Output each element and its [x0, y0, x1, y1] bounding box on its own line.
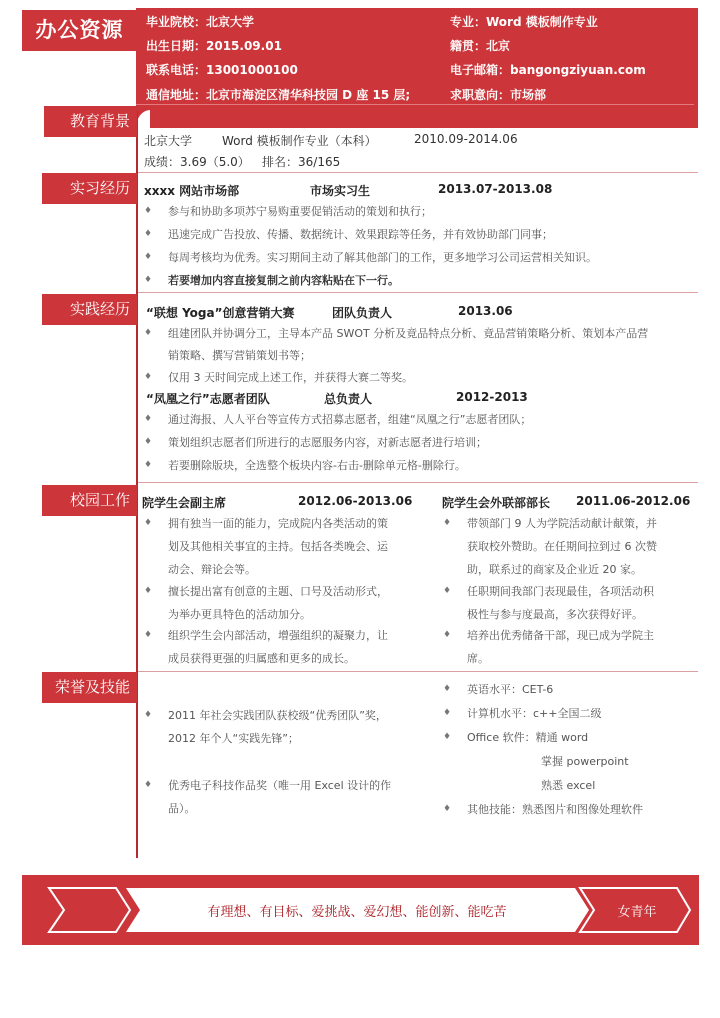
award-item: ♦ 2011 年社会实践团队获校级“优秀团队”奖， 2012 年个人“实践先锋”； [144, 704, 414, 750]
section-divider [138, 172, 698, 173]
edu-period: 2010.09-2014.06 [414, 132, 518, 146]
award-item: ♦ 优秀电子科技作品奖（唯一用 Excel 设计的作 品）。 [144, 774, 414, 820]
list-item: ♦ 通过海报、人人平台等宣传方式招募志愿者，组建“凤凰之行”志愿者团队； [144, 408, 531, 431]
skill-item-continuation: 掌握 powerpoint [541, 755, 629, 768]
list-item: ♦ 策划组织志愿者们所进行的志愿服务内容，对新志愿者进行培训； [144, 431, 487, 454]
bullet-diamond-icon: ♦ [144, 460, 153, 470]
section-label-campus: 校园工作 [42, 485, 137, 516]
info-major: 专业：Word 模板制作专业 [450, 15, 598, 29]
bullet-diamond-icon: ♦ [443, 708, 452, 718]
list-item: ♦ 若要增加内容直接复制之前内容粘贴在下一行。 [144, 269, 399, 292]
list-item: ♦ 组织学生会内部活动，增强组织的凝聚力，让 成员获得更强的归属感和更多的成长。 [144, 624, 414, 670]
bullet-diamond-icon: ♦ [144, 275, 153, 285]
intern-role: 市场实习生 [310, 184, 371, 198]
practice-1-role: 团队负责人 [332, 306, 393, 320]
personal-info-header [136, 8, 698, 111]
intern-period: 2013.07-2013.08 [438, 182, 553, 196]
section-label-education: 教育背景 [44, 106, 137, 137]
bullet-diamond-icon: ♦ [443, 630, 452, 640]
section-divider [138, 482, 698, 483]
bullet-diamond-icon: ♦ [443, 732, 452, 742]
info-birthdate: 出生日期：2015.09.01 [146, 39, 282, 53]
list-item: ♦ 迅速完成广告投放、传播、数据统计、效果跟踪等任务，并有效协助部门同事； [144, 223, 553, 246]
bullet-diamond-icon: ♦ [443, 804, 452, 814]
list-item: ♦ 参与和协助多项苏宁易购重要促销活动的策划和执行； [144, 200, 432, 223]
motto-tag: 女青年 [617, 905, 657, 920]
list-item: ♦ 仅用 3 天时间完成上述工作，并获得大赛二等奖。 [144, 366, 413, 389]
practice-1-name: “联想 Yoga”创意营销大赛 [146, 306, 295, 320]
info-phone: 联系电话：13001000100 [146, 63, 298, 77]
list-item: ♦ 任职期间我部门表现最佳，各项活动积 极性与参与度最高，多次获得好评。 [443, 580, 699, 626]
campus-right-period: 2011.06-2012.06 [576, 494, 691, 508]
motto-banner [22, 875, 699, 945]
practice-2-period: 2012-2013 [456, 390, 528, 404]
bullet-diamond-icon: ♦ [144, 586, 153, 596]
bullet-diamond-icon: ♦ [144, 710, 153, 720]
list-item-continuation: 销策略、撰写营销策划书等； [168, 349, 311, 362]
campus-left-title: 院学生会副主席 [142, 496, 227, 510]
bullet-diamond-icon: ♦ [144, 437, 153, 447]
edu-school: 北京大学 [144, 134, 193, 148]
bullet-diamond-icon: ♦ [144, 328, 153, 338]
practice-2-role: 总负责人 [324, 392, 373, 406]
section-label-honors: 荣誉及技能 [42, 672, 137, 703]
skill-item: ♦ 计算机水平：c++全国二级 [443, 702, 601, 725]
section-label-internship: 实习经历 [42, 173, 137, 204]
list-item: ♦ 若要删除版块，全选整个板块内容-右击-删除单元格-删除行。 [144, 454, 466, 477]
practice-2-name: “凤凰之行”志愿者团队 [146, 392, 270, 406]
bullet-diamond-icon: ♦ [144, 229, 153, 239]
list-item: ♦ 每周考核均为优秀。实习期间主动了解其他部门的工作，更多地学习公司运营相关知识。 [144, 246, 597, 269]
edu-grade: 成绩：3.69（5.0） [144, 155, 250, 169]
bullet-diamond-icon: ♦ [144, 518, 153, 528]
bullet-diamond-icon: ♦ [144, 252, 153, 262]
header-tail [136, 110, 698, 128]
bullet-diamond-icon: ♦ [144, 372, 153, 382]
practice-1-period: 2013.06 [458, 304, 513, 318]
logo-badge: 办公资源 [22, 10, 137, 51]
skill-item: ♦ 英语水平：CET-6 [443, 678, 553, 701]
intern-org: xxxx 网站市场部 [144, 184, 240, 198]
skill-item: ♦ 其他技能：熟悉图片和图像处理软件 [443, 798, 643, 821]
campus-left-period: 2012.06-2013.06 [298, 494, 413, 508]
section-divider [138, 671, 698, 672]
list-item: ♦ 带领部门 9 人为学院活动献计献策，并 获取校外赞助。在任期间拉到过 6 次赞 助，联系过的商家及企业近 20 家。 [443, 512, 699, 581]
list-item: ♦ 培养出优秀储备干部，现已成为学院主 席。 [443, 624, 699, 670]
info-hometown: 籍贯：北京 [450, 39, 511, 53]
skill-item: ♦ Office 软件：精通 word [443, 726, 588, 749]
bullet-diamond-icon: ♦ [443, 518, 452, 528]
list-item: ♦ 组建团队并协调分工，主导本产品 SWOT 分析及竟品特点分析、竟品营销策略分析、策划本产品营 [144, 322, 648, 345]
info-address: 通信地址：北京市海淀区清华科技园 D 座 15 层; [146, 88, 411, 102]
bullet-diamond-icon: ♦ [144, 414, 153, 424]
info-job-intent: 求职意向：市场部 [450, 88, 547, 102]
bullet-diamond-icon: ♦ [144, 630, 153, 640]
info-email: 电子邮箱：bangongziyuan.com [450, 63, 646, 77]
section-divider [138, 292, 698, 293]
section-label-practice: 实践经历 [42, 294, 137, 325]
bullet-diamond-icon: ♦ [144, 780, 153, 790]
list-item: ♦ 擅长提出富有创意的主题、口号及活动形式， 为举办更具特色的活动加分。 [144, 580, 414, 626]
edu-rank: 排名：36/165 [262, 155, 341, 169]
list-item: ♦ 拥有独当一面的能力，完成院内各类活动的策 划及其他相关事宜的主持。包括各类晚会、运 动会、辩论会等。 [144, 512, 414, 581]
edu-major: Word 模板制作专业（本科） [222, 134, 377, 148]
info-school: 毕业院校：北京大学 [146, 15, 255, 29]
campus-right-title: 院学生会外联部部长 [442, 496, 551, 510]
header-divider [136, 104, 694, 105]
bullet-diamond-icon: ♦ [144, 206, 153, 216]
bullet-diamond-icon: ♦ [443, 586, 452, 596]
skill-item-continuation: 熟悉 excel [541, 779, 596, 792]
motto-text: 有理想、有目标、爱挑战、爱幻想、能创新、能吃苦 [207, 905, 507, 920]
bullet-diamond-icon: ♦ [443, 684, 452, 694]
